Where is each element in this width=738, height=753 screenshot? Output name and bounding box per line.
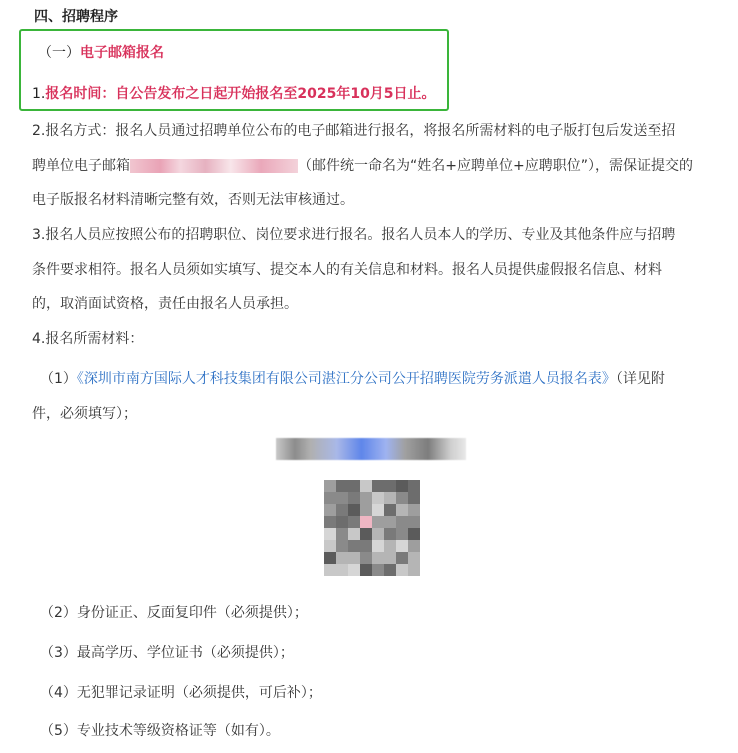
qr-pixel — [360, 516, 372, 528]
qr-pixel — [396, 552, 408, 564]
qr-pixel — [384, 516, 396, 528]
method-line-1: 2.报名方式：报名人员通过招聘单位公布的电子邮箱进行报名，将报名所需材料的电子版打包后发送至招 — [32, 123, 676, 139]
materials-heading — [32, 322, 716, 357]
qr-pixel — [384, 504, 396, 516]
qr-pixel — [372, 528, 384, 540]
qr-pixel — [336, 564, 348, 576]
qr-pixel — [384, 492, 396, 504]
qr-pixel — [372, 564, 384, 576]
method-paragraph — [32, 114, 716, 218]
method-line-3: 电子版报名材料清晰完整有效，否则无法审核通过。 — [32, 192, 354, 208]
materials-item-2: （2）身份证正、反面复印件（必须提供）； — [40, 605, 308, 621]
redacted-qr-caption — [276, 438, 466, 460]
qr-pixel — [384, 528, 396, 540]
qr-pixel — [360, 528, 372, 540]
qr-pixel — [348, 516, 360, 528]
requirements-line-3: 的，取消面试资格，责任由报名人员承担。 — [32, 296, 298, 312]
qr-pixel — [360, 492, 372, 504]
qr-pixel — [372, 492, 384, 504]
section-heading: 四、招聘程序 — [34, 9, 118, 25]
materials-item-1 — [32, 362, 720, 431]
qr-pixel — [348, 540, 360, 552]
qr-pixel — [408, 480, 420, 492]
qr-pixel — [372, 552, 384, 564]
method-line-2-suffix: （邮件统一命名为“姓名+应聘单位+应聘职位”），需保证提交的 — [298, 157, 693, 174]
qr-pixel — [348, 552, 360, 564]
qr-pixel — [360, 540, 372, 552]
materials-item-4: （4）无犯罪记录证明（必须提供，可后补）； — [40, 685, 322, 701]
qr-pixel — [348, 504, 360, 516]
subsection-number: （一） — [38, 45, 80, 61]
qr-pixel — [396, 504, 408, 516]
qr-pixel — [396, 516, 408, 528]
qr-pixel — [384, 540, 396, 552]
qr-pixel — [372, 516, 384, 528]
method-line-2-prefix: 聘单位电子邮箱 — [32, 157, 130, 174]
qr-pixel — [384, 564, 396, 576]
qr-pixel — [408, 552, 420, 564]
qr-pixel — [336, 552, 348, 564]
subsection-title: 电子邮箱报名 — [80, 45, 164, 61]
subsection-heading — [38, 42, 164, 62]
qr-pixel — [408, 504, 420, 516]
redacted-email — [130, 159, 298, 173]
qr-pixel — [348, 492, 360, 504]
qr-pixel — [372, 504, 384, 516]
qr-pixel — [324, 528, 336, 540]
qr-pixel — [336, 504, 348, 516]
materials-item-3: （3）最高学历、学位证书（必须提供）； — [40, 645, 294, 661]
qr-pixel — [336, 492, 348, 504]
qr-pixel — [360, 504, 372, 516]
method-line-2 — [32, 149, 716, 184]
materials-item-1-after: （详见附 — [615, 371, 665, 387]
qr-pixel — [324, 540, 336, 552]
qr-pixel — [360, 480, 372, 492]
qr-pixel — [372, 540, 384, 552]
registration-form-link[interactable]: 《深圳市南方国际人才科技集团有限公司湛江分公司公开招聘医院劳务派遣人员报名表》 — [76, 371, 616, 387]
qr-pixel — [336, 480, 348, 492]
qr-pixel — [408, 516, 420, 528]
qr-pixel — [408, 528, 420, 540]
qr-pixel — [360, 552, 372, 564]
qr-pixel — [396, 492, 408, 504]
qr-pixel — [324, 552, 336, 564]
qr-pixel — [348, 480, 360, 492]
qr-pixel — [396, 528, 408, 540]
qr-pixel — [324, 480, 336, 492]
qr-pixel — [360, 564, 372, 576]
qr-pixel — [384, 552, 396, 564]
qr-pixel — [336, 528, 348, 540]
deadline-line — [32, 83, 436, 103]
materials-item-1-line-2: 件，必须填写）； — [32, 405, 137, 422]
qr-pixel — [324, 492, 336, 504]
qr-pixel — [336, 540, 348, 552]
qr-pixel — [396, 540, 408, 552]
requirements-paragraph — [32, 218, 716, 322]
materials-item-1-line-1 — [40, 362, 720, 397]
qr-pixel — [372, 480, 384, 492]
redacted-qr-code — [324, 480, 420, 576]
qr-pixel — [384, 480, 396, 492]
deadline-text: 报名时间：自公告发布之日起开始报名至2025年10月5日止。 — [45, 86, 436, 102]
materials-item-1-number: （1） — [40, 371, 77, 387]
requirements-line-1: 3.报名人员应按照公布的招聘职位、岗位要求进行报名。报名人员本人的学历、专业及其他条件应与招聘 — [32, 227, 676, 243]
qr-pixel — [408, 492, 420, 504]
qr-pixel — [396, 564, 408, 576]
qr-pixel — [396, 480, 408, 492]
materials-item-5: （5）专业技术等级资格证等（如有）。 — [40, 723, 280, 739]
qr-pixel — [324, 564, 336, 576]
qr-pixel — [336, 516, 348, 528]
requirements-line-2: 条件要求相符。报名人员须如实填写、提交本人的有关信息和材料。报名人员提供虚假报名信息、材料 — [32, 261, 662, 278]
qr-pixel — [324, 504, 336, 516]
qr-pixel — [408, 564, 420, 576]
qr-pixel — [348, 528, 360, 540]
deadline-number: 1. — [32, 86, 46, 102]
qr-pixel — [324, 516, 336, 528]
qr-pixel — [348, 564, 360, 576]
qr-pixel — [408, 540, 420, 552]
materials-heading-text: 4.报名所需材料： — [32, 331, 144, 347]
